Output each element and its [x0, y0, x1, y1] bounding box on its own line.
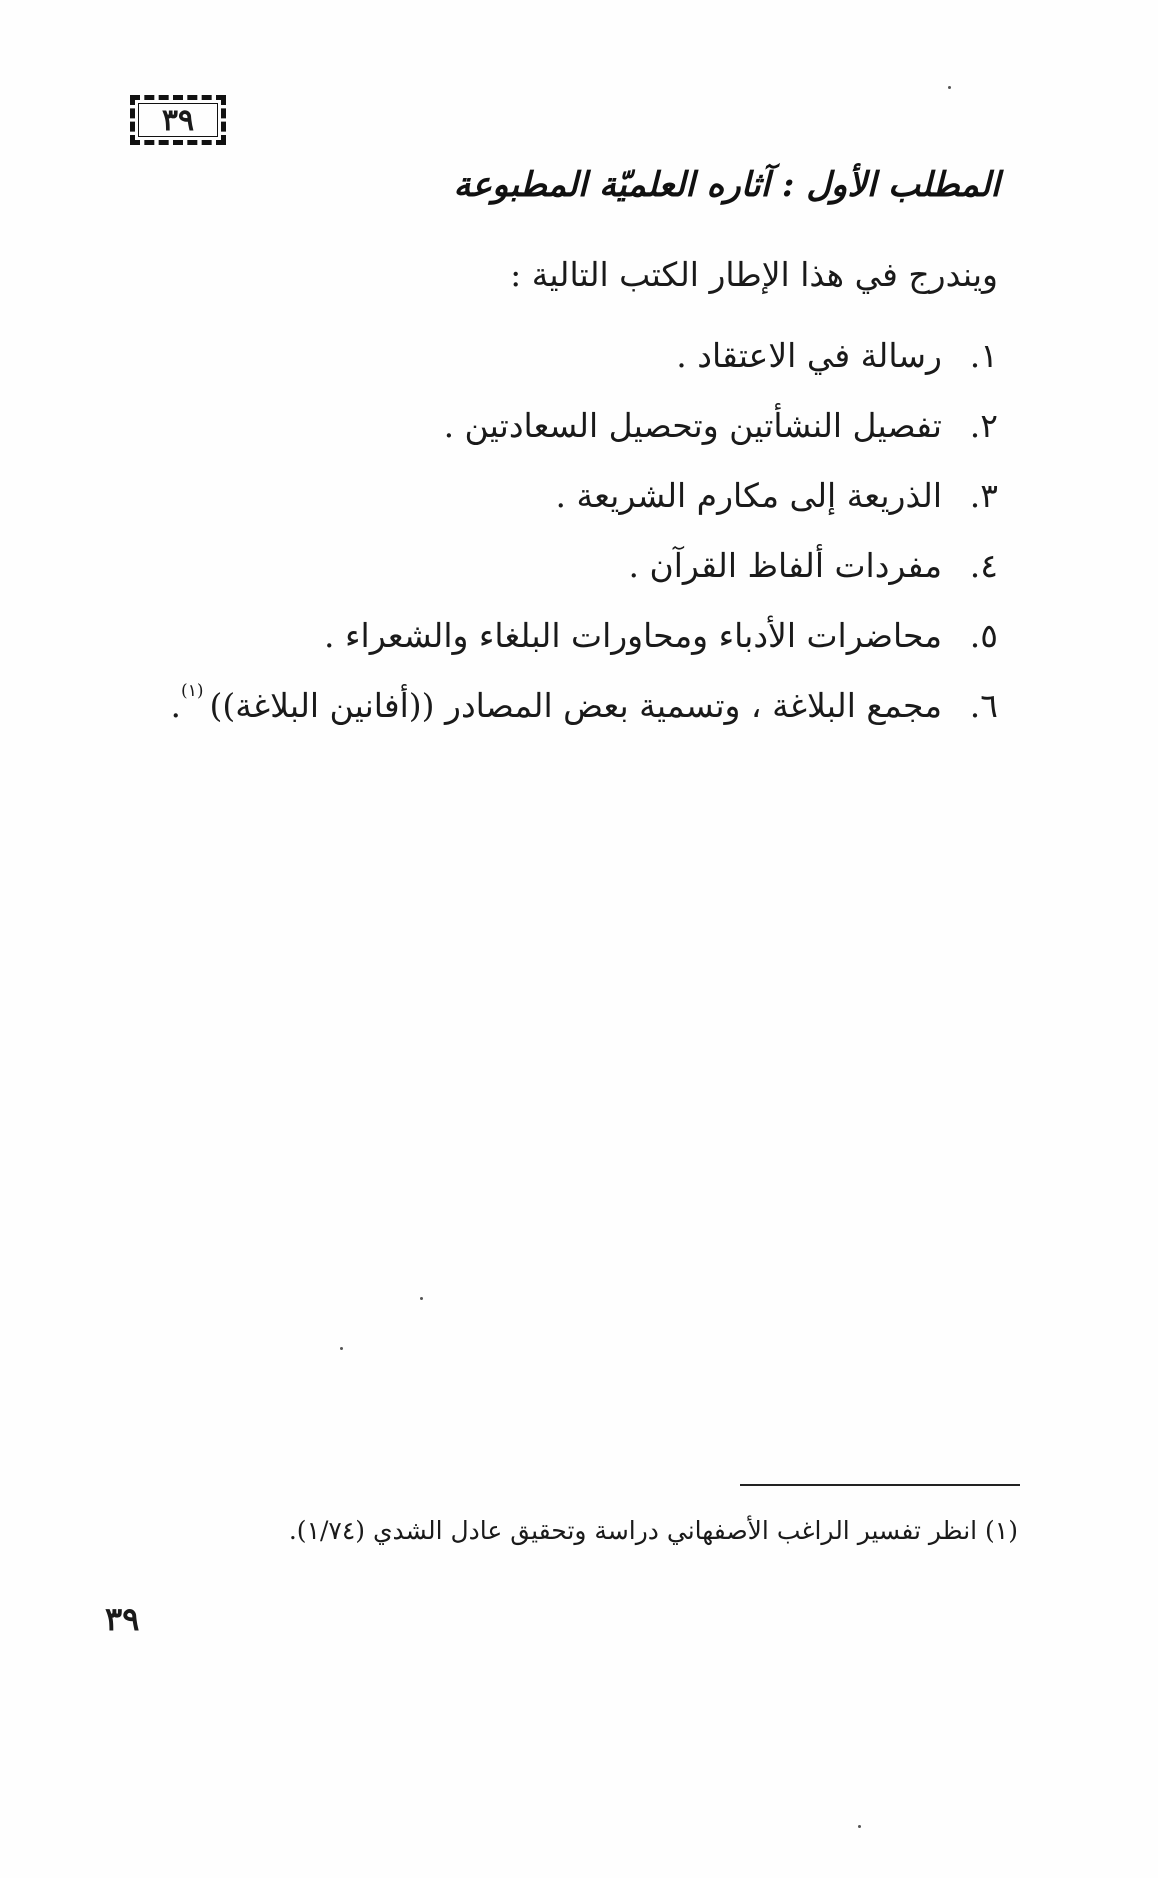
book-item-5: [98, 600, 998, 670]
footnote-text: (١) انظر تفسير الراغب الأصفهاني دراسة وتحقيق عادل الشدي (١/٧٤).: [288, 1516, 1018, 1545]
footnote-reference[interactable]: (١): [181, 681, 204, 701]
book-title: مجمع البلاغة ، وتسمية بعض المصادر ((أفانين البلاغة)): [209, 685, 942, 725]
book-number: ٢.: [969, 405, 998, 445]
footnote-divider: [740, 1484, 1020, 1486]
book-title: مفردات ألفاظ القرآن .: [628, 545, 942, 585]
book-item-1: [98, 320, 998, 390]
book-title: رسالة في الاعتقاد .: [676, 335, 942, 375]
scan-speck: [948, 86, 951, 89]
footer-page-number: ٣٩: [105, 1600, 140, 1638]
book-title: تفصيل النشأتين وتحصيل السعادتين .: [443, 405, 942, 445]
book-item-3: [98, 460, 998, 530]
book-number: ٦.: [969, 685, 998, 725]
book-number: ١.: [969, 335, 998, 375]
book-title-tail: .: [170, 685, 182, 725]
book-title: محاضرات الأدباء ومحاورات البلغاء والشعراء .: [324, 615, 942, 655]
header-page-number: ٣٩: [161, 102, 195, 138]
header-page-number-box: [130, 95, 226, 145]
book-number: ٣.: [969, 475, 998, 515]
scan-speck: [858, 1825, 861, 1828]
book-number: ٥.: [969, 615, 998, 655]
book-title: الذريعة إلى مكارم الشريعة .: [555, 475, 942, 515]
scan-speck: [340, 1347, 343, 1350]
section-intro: ويندرج في هذا الإطار الكتب التالية :: [510, 255, 998, 294]
section-heading: المطلب الأول : آثاره العلميّة المطبوعة: [453, 165, 1000, 205]
book-number: ٤.: [969, 545, 998, 585]
book-item-6: [98, 670, 998, 740]
book-item-4: [98, 530, 998, 600]
book-list: [98, 320, 998, 740]
book-item-2: [98, 390, 998, 460]
scan-speck: [420, 1297, 423, 1300]
